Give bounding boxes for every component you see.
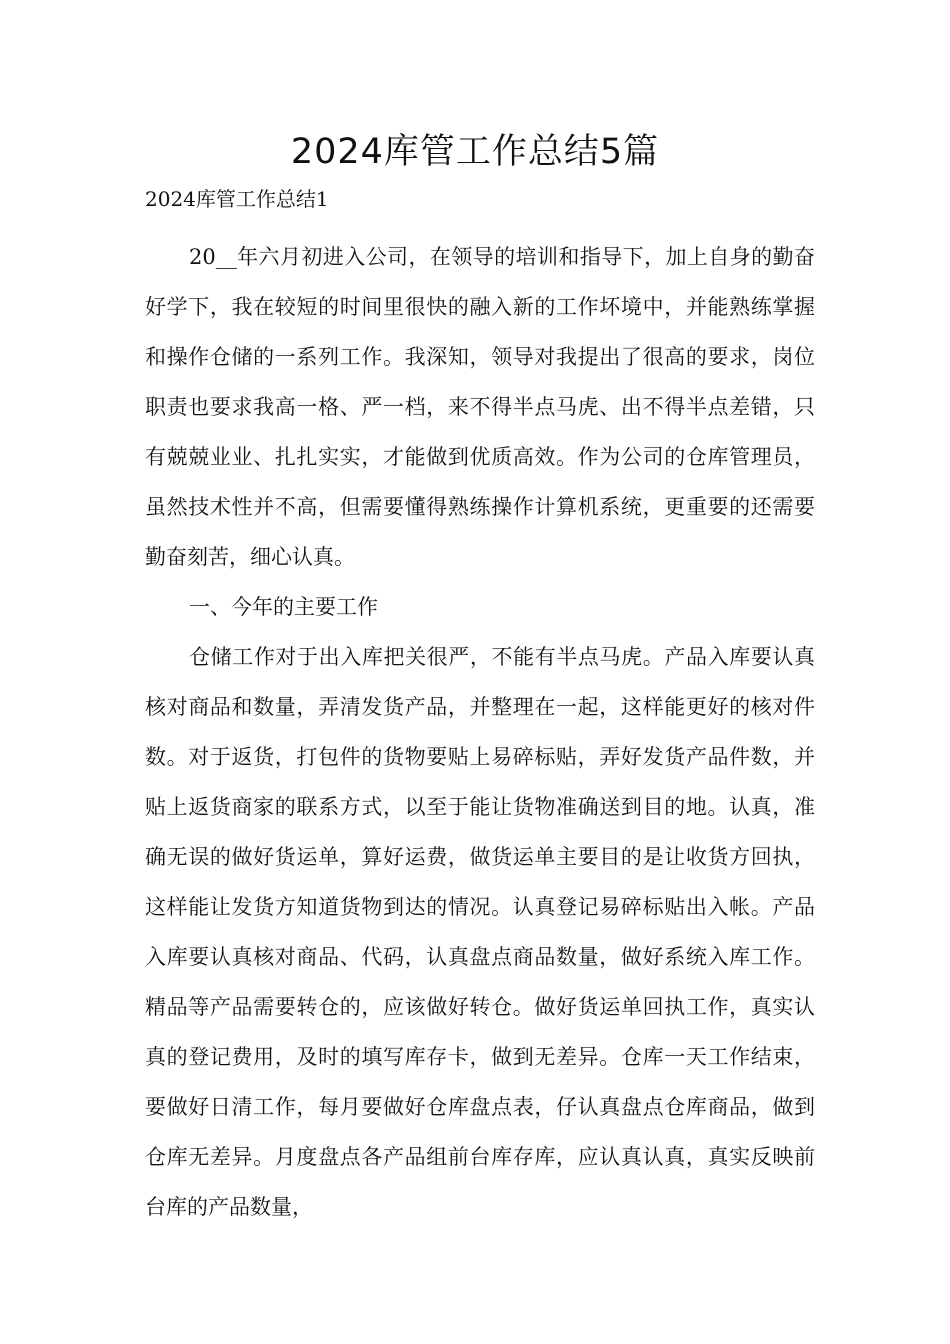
article-subheading: 2024库管工作总结1: [145, 187, 329, 211]
section-heading: 一、今年的主要工作: [189, 595, 378, 619]
document-title: 2024库管工作总结5篇: [290, 132, 660, 172]
body-paragraph: 仓储工作对于出入库把关很严，不能有半点马虎。产品入库要认真核对商品和数量，弄清发货产品，并整理在一起，这样能更好的核对件数。对于返货，打包件的货物要贴上易碎标贴，弄好发货产品件数，并贴上返货商家的联系方式，以至于能让货物准确送到目的地。认真，准确无误的做好货运单，算好运费，做货运单主要目的是让收货方回执，这样能让发货方知道货物到达的情况。认真登记易碎标贴出入帐。产品入库要认真核对商品、代码，认真盘点商品数量，做好系统入库工作。精品等产品需要转仓的，应该做好转仓。做好货运单回执工作，真实认真的登记费用，及时的填写库存卡，做到无差异。仓库一天工作结束，要做好日清工作，每月要做好仓库盘点表，仔认真盘点仓库商品，做到仓库无差异。月度盘点各产品组前台库存库，应认真认真，真实反映前台库的产品数量，: [145, 645, 815, 1219]
document-body: [145, 232, 815, 1232]
body-paragraph: 20__年六月初进入公司，在领导的培训和指导下，加上自身的勤奋好学下，我在较短的时间里很快的融入新的工作坏境中，并能熟练掌握和操作仓储的一系列工作。我深知，领导对我提出了很高的要求，岗位职责也要求我高一格、严一档，来不得半点马虎、出不得半点差错，只有兢兢业业、扎扎实实，才能做到优质高效。作为公司的仓库管理员，虽然技术性并不高，但需要懂得熟练操作计算机系统，更重要的还需要勤奋刻苦，细心认真。: [145, 245, 815, 569]
